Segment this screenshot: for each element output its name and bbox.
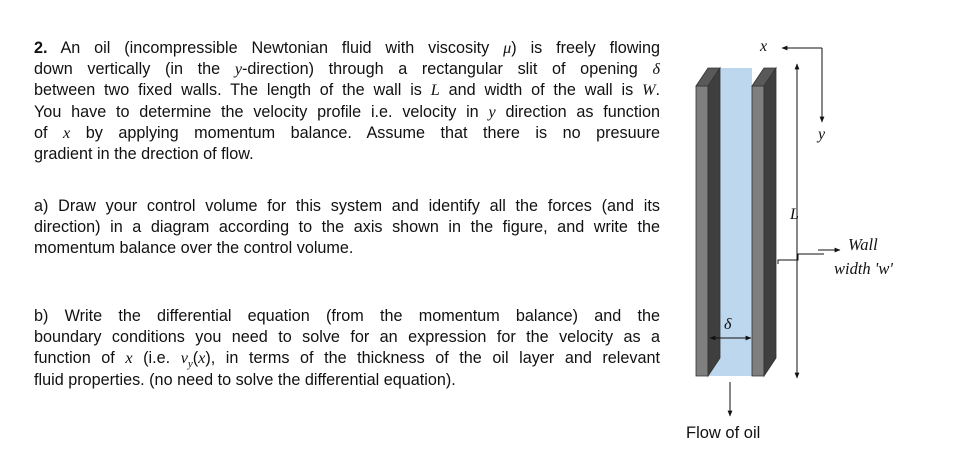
wall-width-leader [778, 254, 824, 264]
part-b-line: function of x (i.e. $v_y(x)$, in terms of the thickness of the oil layer and relevant [34, 349, 660, 370]
part-b-line: boundary conditions you need to solve for an expression for the velocity as a [34, 328, 660, 347]
problem-line: 2. An oil (incompressible Newtonian fluid with viscosity μ) is freely flowing [34, 39, 660, 57]
problem-line: You have to determine the velocity profile i.e. velocity in y direction as function [34, 102, 660, 121]
problem-line: gradient in the drection of flow. [34, 144, 254, 163]
part-a-line: momentum balance over the control volume. [34, 239, 354, 258]
part-b-line: fluid properties. (no need to solve the differential equation). [34, 370, 456, 389]
problem-line: down vertically (in the y-direction) through a rectangular slit of opening δ [34, 60, 660, 79]
right-wall [752, 68, 776, 376]
left-wall [696, 68, 720, 376]
x-axis-label: x [760, 38, 768, 55]
part-a-line: a) Draw your control volume for this system and identify all the forces (and its [34, 197, 660, 215]
flow-of-oil-label: Flow of oil [686, 424, 761, 442]
wall-width-label: width 'w' [834, 259, 893, 278]
problem-line: of x by applying momentum balance. Assume that there is no presuure [34, 123, 660, 142]
delta-label: δ [724, 316, 732, 333]
part-b-line: b) Write the differential equation (from the momentum balance) and the [34, 307, 660, 325]
length-label: L [790, 206, 799, 223]
y-axis-label: y [818, 126, 826, 143]
problem-line: between two fixed walls. The length of the wall is L and width of the wall is W. [34, 81, 660, 100]
part-a-line: direction) in a diagram according to the axis shown in the figure, and write the [34, 218, 660, 237]
wall-label: Wall [848, 235, 878, 254]
